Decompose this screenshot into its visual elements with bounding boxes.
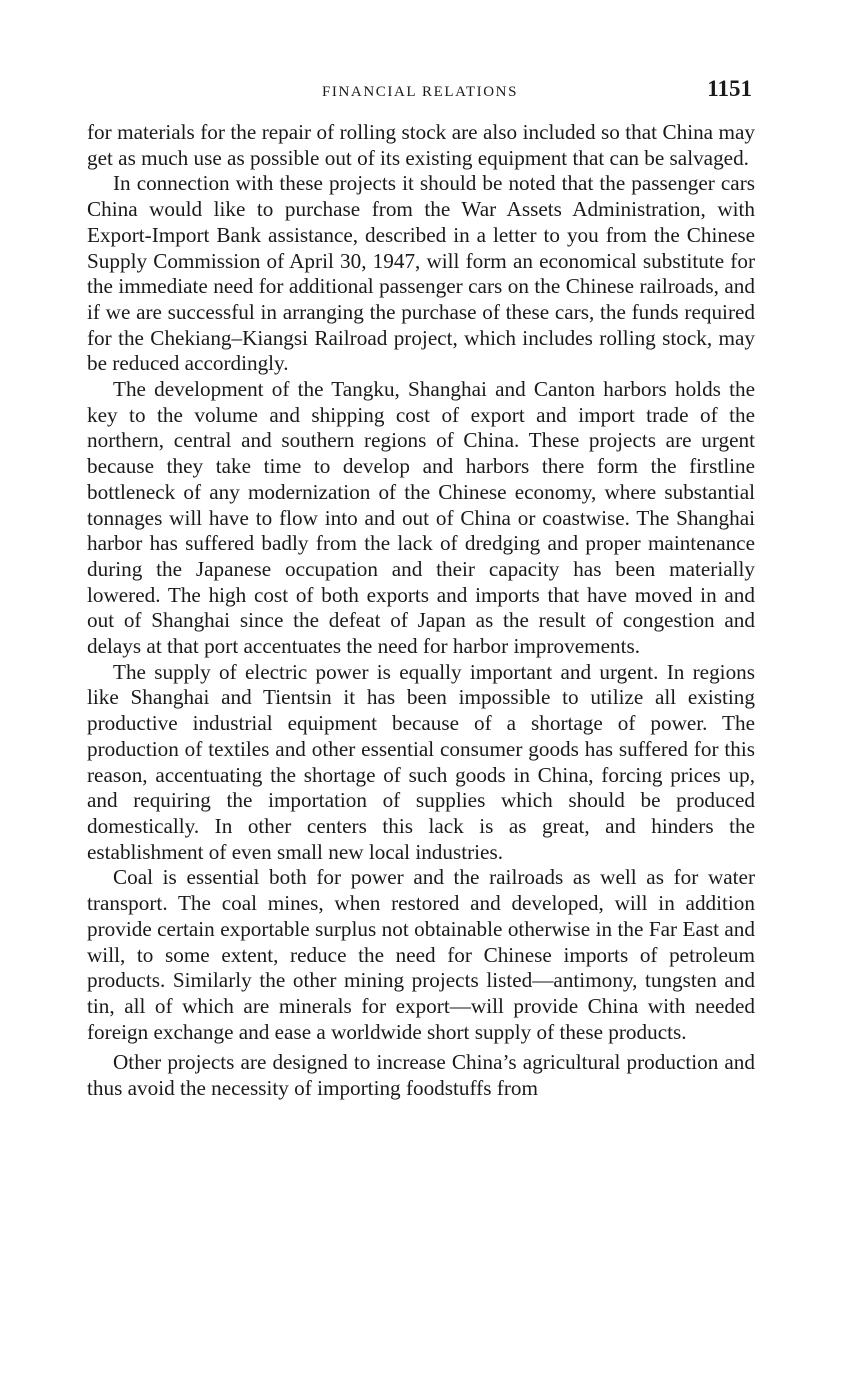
body-text — [87, 120, 755, 1102]
paragraph-continued: for materials for the repair of rolling stock are also included so that China may get as much use as possible out of its existing equipment that can be salvaged. — [87, 120, 755, 170]
running-title: FINANCIAL RELATIONS — [321, 84, 519, 100]
paragraph-passenger-cars: In connection with these projects it should be noted that the passenger cars China would like to purchase from the War Assets Administration, with Export-Import Bank assistance, described in a letter to you from the Chinese Supply Commission of April 30, 1947, will form an economical substitute for the immediate need for additional passenger cars on the Chinese railroads, and if we are successful in arranging the purchase of these cars, the funds required for the Chekiang–Kiangsi Railroad project, which includes rolling stock, may be reduced accordingly. — [87, 171, 755, 376]
paragraph-coal: Coal is essential both for power and the railroads as well as for water transport. The coal mines, when restored and developed, will in addition provide certain exportable surplus not obtainable otherwise in the Far East and will, to some extent, reduce the need for Chinese imports of petroleum products. Similarly the other mining projects listed—antimony, tungsten and tin, all of which are minerals for export—will provide China with needed foreign exchange and ease a worldwide short supply of these products. — [87, 865, 755, 1044]
paragraph-harbors: The development of the Tangku, Shanghai and Canton harbors holds the key to the volume and shipping cost of export and import trade of the northern, central and southern regions of China. These projects are urgent because they take time to develop and harbors there form the firstline bottleneck of any modernization of the Chinese economy, where substantial tonnages will have to flow into and out of China or coastwise. The Shanghai harbor has suffered badly from the lack of dredging and proper maintenance during the Japanese occupation and their capacity has been materially lowered. The high cost of both exports and imports that have moved in and out of Shanghai since the defeat of Japan as the result of congestion and delays at that port accentuates the need for harbor improvements. — [87, 377, 755, 659]
running-header — [86, 76, 754, 106]
page-number: 1151 — [707, 76, 752, 101]
paragraph-electric-power: The supply of electric power is equally important and urgent. In regions like Shanghai and Tientsin it has been impossible to utilize all existing productive industrial equipment because of a shortage of power. The production of textiles and other essential consumer goods has suffered for this reason, accentuating the shortage of such goods in China, forcing prices up, and requiring the importation of supplies which should be produced domestically. In other centers this lack is as great, and hinders the establishment of even small new local industries. — [87, 659, 755, 864]
paragraph-agriculture: Other projects are designed to increase China’s agricultural production and thus avoid the necessity of importing foodstuffs from — [87, 1050, 755, 1101]
